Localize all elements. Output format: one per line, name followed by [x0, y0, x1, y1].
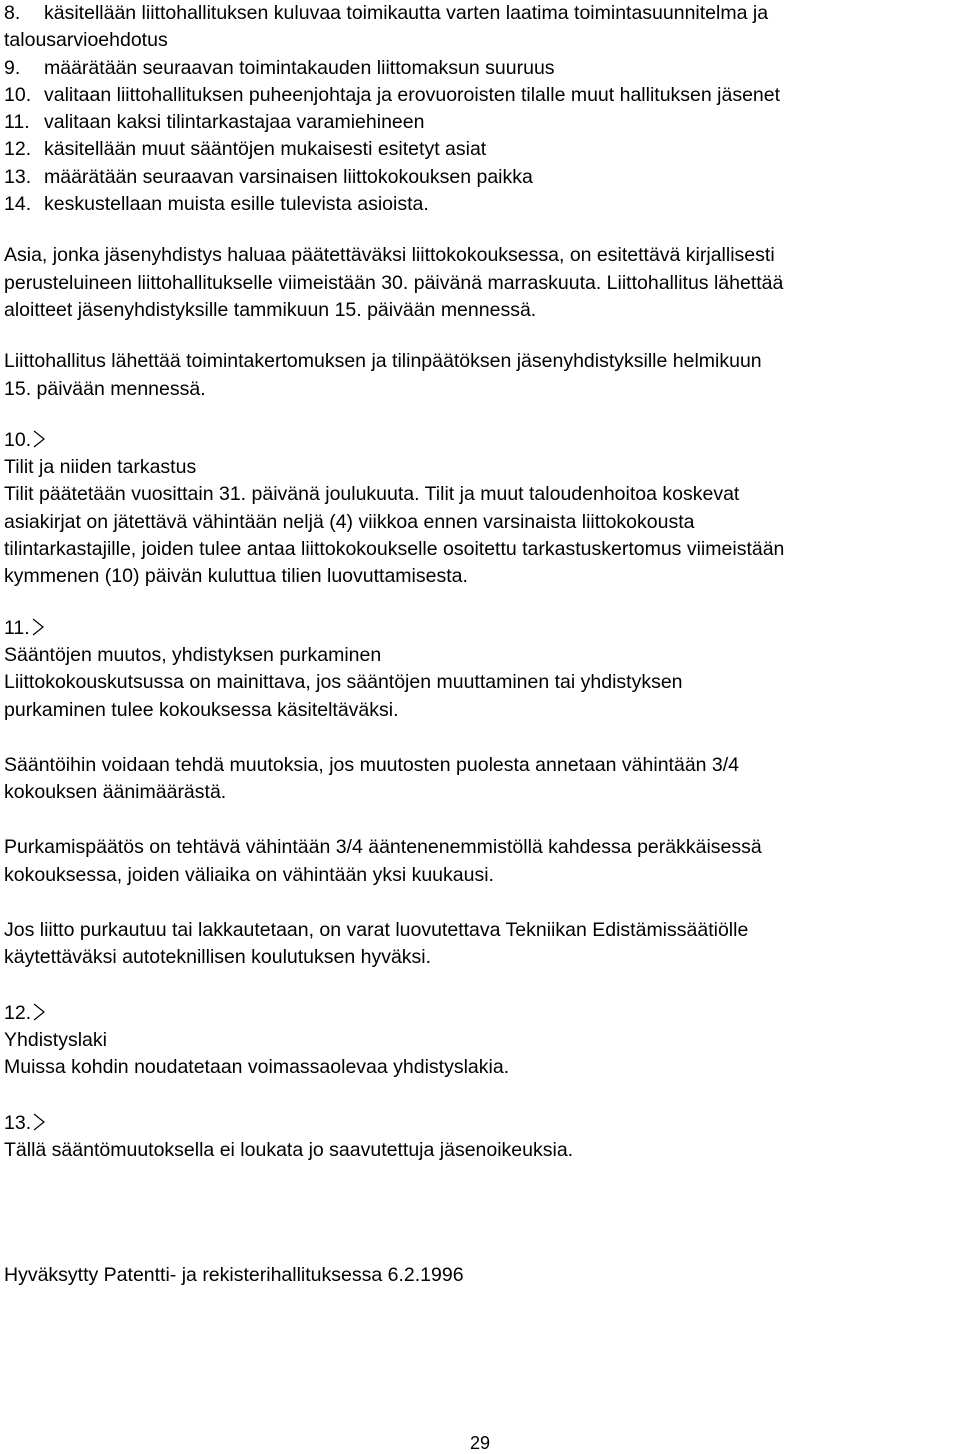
section-12: 12. Yhdistyslaki Muissa kohdin noudatetaan voimassaolevaa yhdistyslakia.: [4, 1000, 960, 1082]
section-number: 13.: [4, 1110, 960, 1137]
section-number: 11.: [4, 615, 960, 642]
list-item: 8. käsitellään liittohallituksen kuluvaa toimikautta varten laatima toimintasuunnitelma ja: [4, 2, 769, 24]
paragraph-toimintakertomus: Liittohallitus lähettää toimintakertomuksen ja tilinpäätöksen jäsenyhdistyksille helmikuun 15. päivään mennessä.: [4, 350, 762, 400]
section-mark-icon: [33, 429, 45, 449]
page-number: 29: [469, 1433, 491, 1453]
list-item: 10. valitaan liittohallituksen puheenjohtaja ja erovuoroisten tilalle muut hallituksen jäsenet: [4, 83, 781, 106]
list-item: 11. valitaan kaksi tilintarkastajaa varamiehineen: [4, 111, 425, 134]
list-item: 12. käsitellään muut sääntöjen mukaisesti esitetyt asiat: [4, 138, 487, 161]
section-mark-icon: [33, 1112, 45, 1132]
section-title: Tilit ja niiden tarkastus: [4, 456, 197, 479]
list-item: 14. keskustellaan muista esille tulevista asioista.: [4, 193, 429, 216]
section-11: 11. Sääntöjen muutos, yhdistyksen purkaminen Liittokokouskutsussa on mainittava, jos sääntöjen muuttaminen tai yhdistyksen purkaminen tulee kokouksessa käsiteltäväksi. Sääntöihin voidaan tehdä muutoksia, jos muutosten puolesta annetaan vähintään 3/4 kokouksen äänimäärästä. Purkamispäätös on tehtävä vähintään 3/4 ääntenenemmistöllä kahdessa peräkkäisessä kokouksessa, joiden väliaika on vähintään yksi kuukausi. Jos liitto purkautuu tai lakkautetaan, on varat luovutettava Tekniikan Edistämissäätiölle käytettäväksi autoteknillisen koulutuksen hyväksi.: [4, 615, 960, 972]
document-page: [4, 0, 960, 1164]
section-mark-icon: [32, 617, 44, 637]
list-item: 9. määrätään seuraavan toimintakauden liittomaksun suuruus: [4, 56, 555, 79]
section-13: 13. Tällä sääntömuutoksella ei loukata jo saavutettuja jäsenoikeuksia.: [4, 1110, 960, 1165]
paragraph-asia: Asia, jonka jäsenyhdistys haluaa päätettäväksi liittokokouksessa, on esitettävä kirjallisesti perusteluineen liittohallitukselle viimeistään 30. päivänä marraskuuta. Liittohallitus lähettää aloitteet jäsenyhdistyksille tammikuun 15. päivään mennessä.: [4, 244, 784, 321]
section-10: 10. Tilit ja niiden tarkastus Tilit päätetään vuosittain 31. päivänä joulukuuta. Tilit ja muut taloudenhoitoa koskevat asiakirjat on jätettävä vähintään neljä (4) viikkoa ennen varsinaista liittokokousta tilintarkastajille, joiden tulee antaa liittokokoukselle osoitettu tarkastuskertomus viimeistään kymmenen (10) päivän kuluttua tilien luovuttamisesta.: [4, 427, 960, 591]
section-mark-icon: [33, 1002, 45, 1022]
section-title: Sääntöjen muutos, yhdistyksen purkaminen: [4, 643, 382, 666]
section-title: Yhdistyslaki: [4, 1028, 107, 1051]
agenda-list: [4, 0, 960, 218]
list-item: 13. määrätään seuraavan varsinaisen liittokokouksen paikka: [4, 165, 533, 188]
approval-note: Hyväksytty Patentti- ja rekisterihallituksessa 6.2.1996: [4, 1264, 464, 1286]
list-item-continuation: talousarvioehdotus: [4, 29, 168, 52]
section-number: 10.: [4, 427, 960, 454]
section-number: 12.: [4, 1000, 960, 1027]
